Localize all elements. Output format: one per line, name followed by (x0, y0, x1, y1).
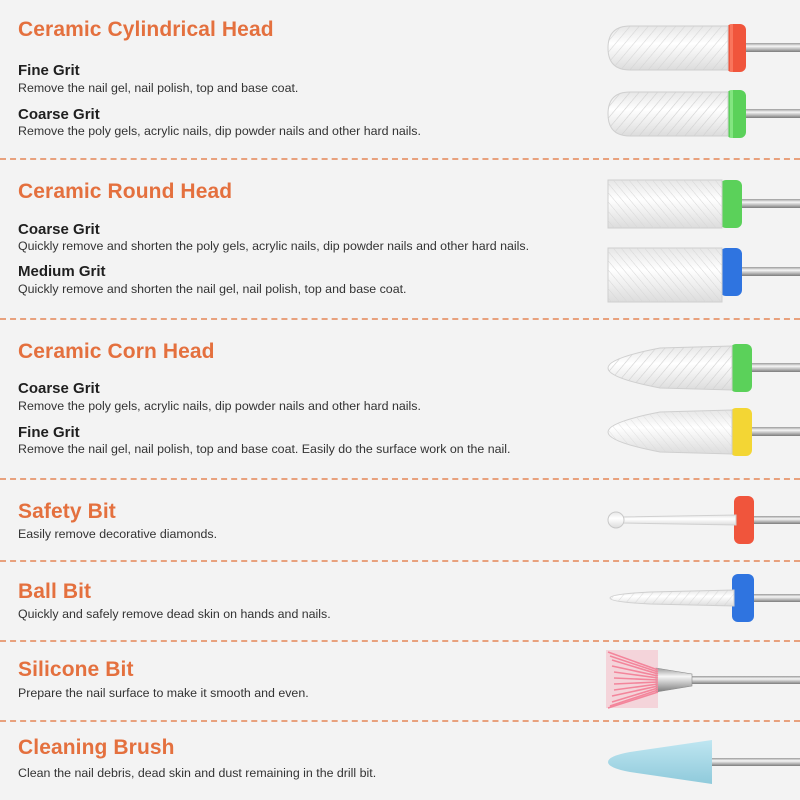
safety-bit-icon (600, 490, 800, 550)
grit-label: Coarse Grit (18, 221, 100, 238)
grit-description: Remove the poly gels, acrylic nails, dip powder nails and other hard nails. (18, 399, 421, 413)
section-title: Ball Bit (18, 580, 92, 603)
grit-description: Remove the nail gel, nail polish, top and base coat. Easily do the surface work on the nail. (18, 442, 511, 456)
section-description: Prepare the nail surface to make it smooth and even. (18, 686, 309, 700)
grit-description: Quickly remove and shorten the nail gel, nail polish, top and base coat. (18, 282, 407, 296)
grit-description: Remove the poly gels, acrylic nails, dip powder nails and other hard nails. (18, 124, 421, 138)
ceramic-round-medium-bit-icon (600, 242, 800, 304)
section-title: Cleaning Brush (18, 736, 175, 759)
ceramic-cylindrical-fine-bit-icon (600, 18, 800, 80)
grit-label: Fine Grit (18, 62, 80, 79)
ceramic-cylindrical-coarse-bit-icon (600, 84, 800, 146)
section-title: Ceramic Cylindrical Head (18, 18, 274, 41)
ceramic-round-coarse-bit-icon (600, 174, 800, 236)
grit-label: Coarse Grit (18, 380, 100, 397)
section-cleaning-brush (0, 722, 800, 800)
section-description: Easily remove decorative diamonds. (18, 527, 218, 541)
section-description: Quickly and safely remove dead skin on hands and nails. (18, 607, 331, 621)
section-title: Ceramic Corn Head (18, 340, 215, 363)
section-title: Safety Bit (18, 500, 116, 523)
ball-bit-icon (600, 568, 800, 628)
grit-label: Fine Grit (18, 424, 80, 441)
section-ceramic-corn (0, 320, 800, 472)
section-silicone-bit (0, 642, 800, 720)
ceramic-corn-coarse-bit-icon (600, 338, 800, 398)
ceramic-corn-fine-bit-icon (600, 402, 800, 462)
cleaning-brush-bit-icon (600, 646, 800, 710)
section-ceramic-round (0, 160, 800, 318)
grit-label: Medium Grit (18, 263, 106, 280)
grit-description: Remove the nail gel, nail polish, top and base coat. (18, 81, 299, 95)
section-description: Clean the nail debris, dead skin and dust remaining in the drill bit. (18, 766, 377, 780)
section-ceramic-cylindrical (0, 0, 800, 158)
grit-label: Coarse Grit (18, 106, 100, 123)
section-title: Silicone Bit (18, 658, 134, 681)
section-safety-bit (0, 480, 800, 560)
section-title: Ceramic Round Head (18, 180, 233, 203)
section-ball-bit (0, 562, 800, 640)
grit-description: Quickly remove and shorten the poly gels, acrylic nails, dip powder nails and other hard nails. (18, 239, 530, 253)
silicone-bit-icon (600, 730, 800, 794)
